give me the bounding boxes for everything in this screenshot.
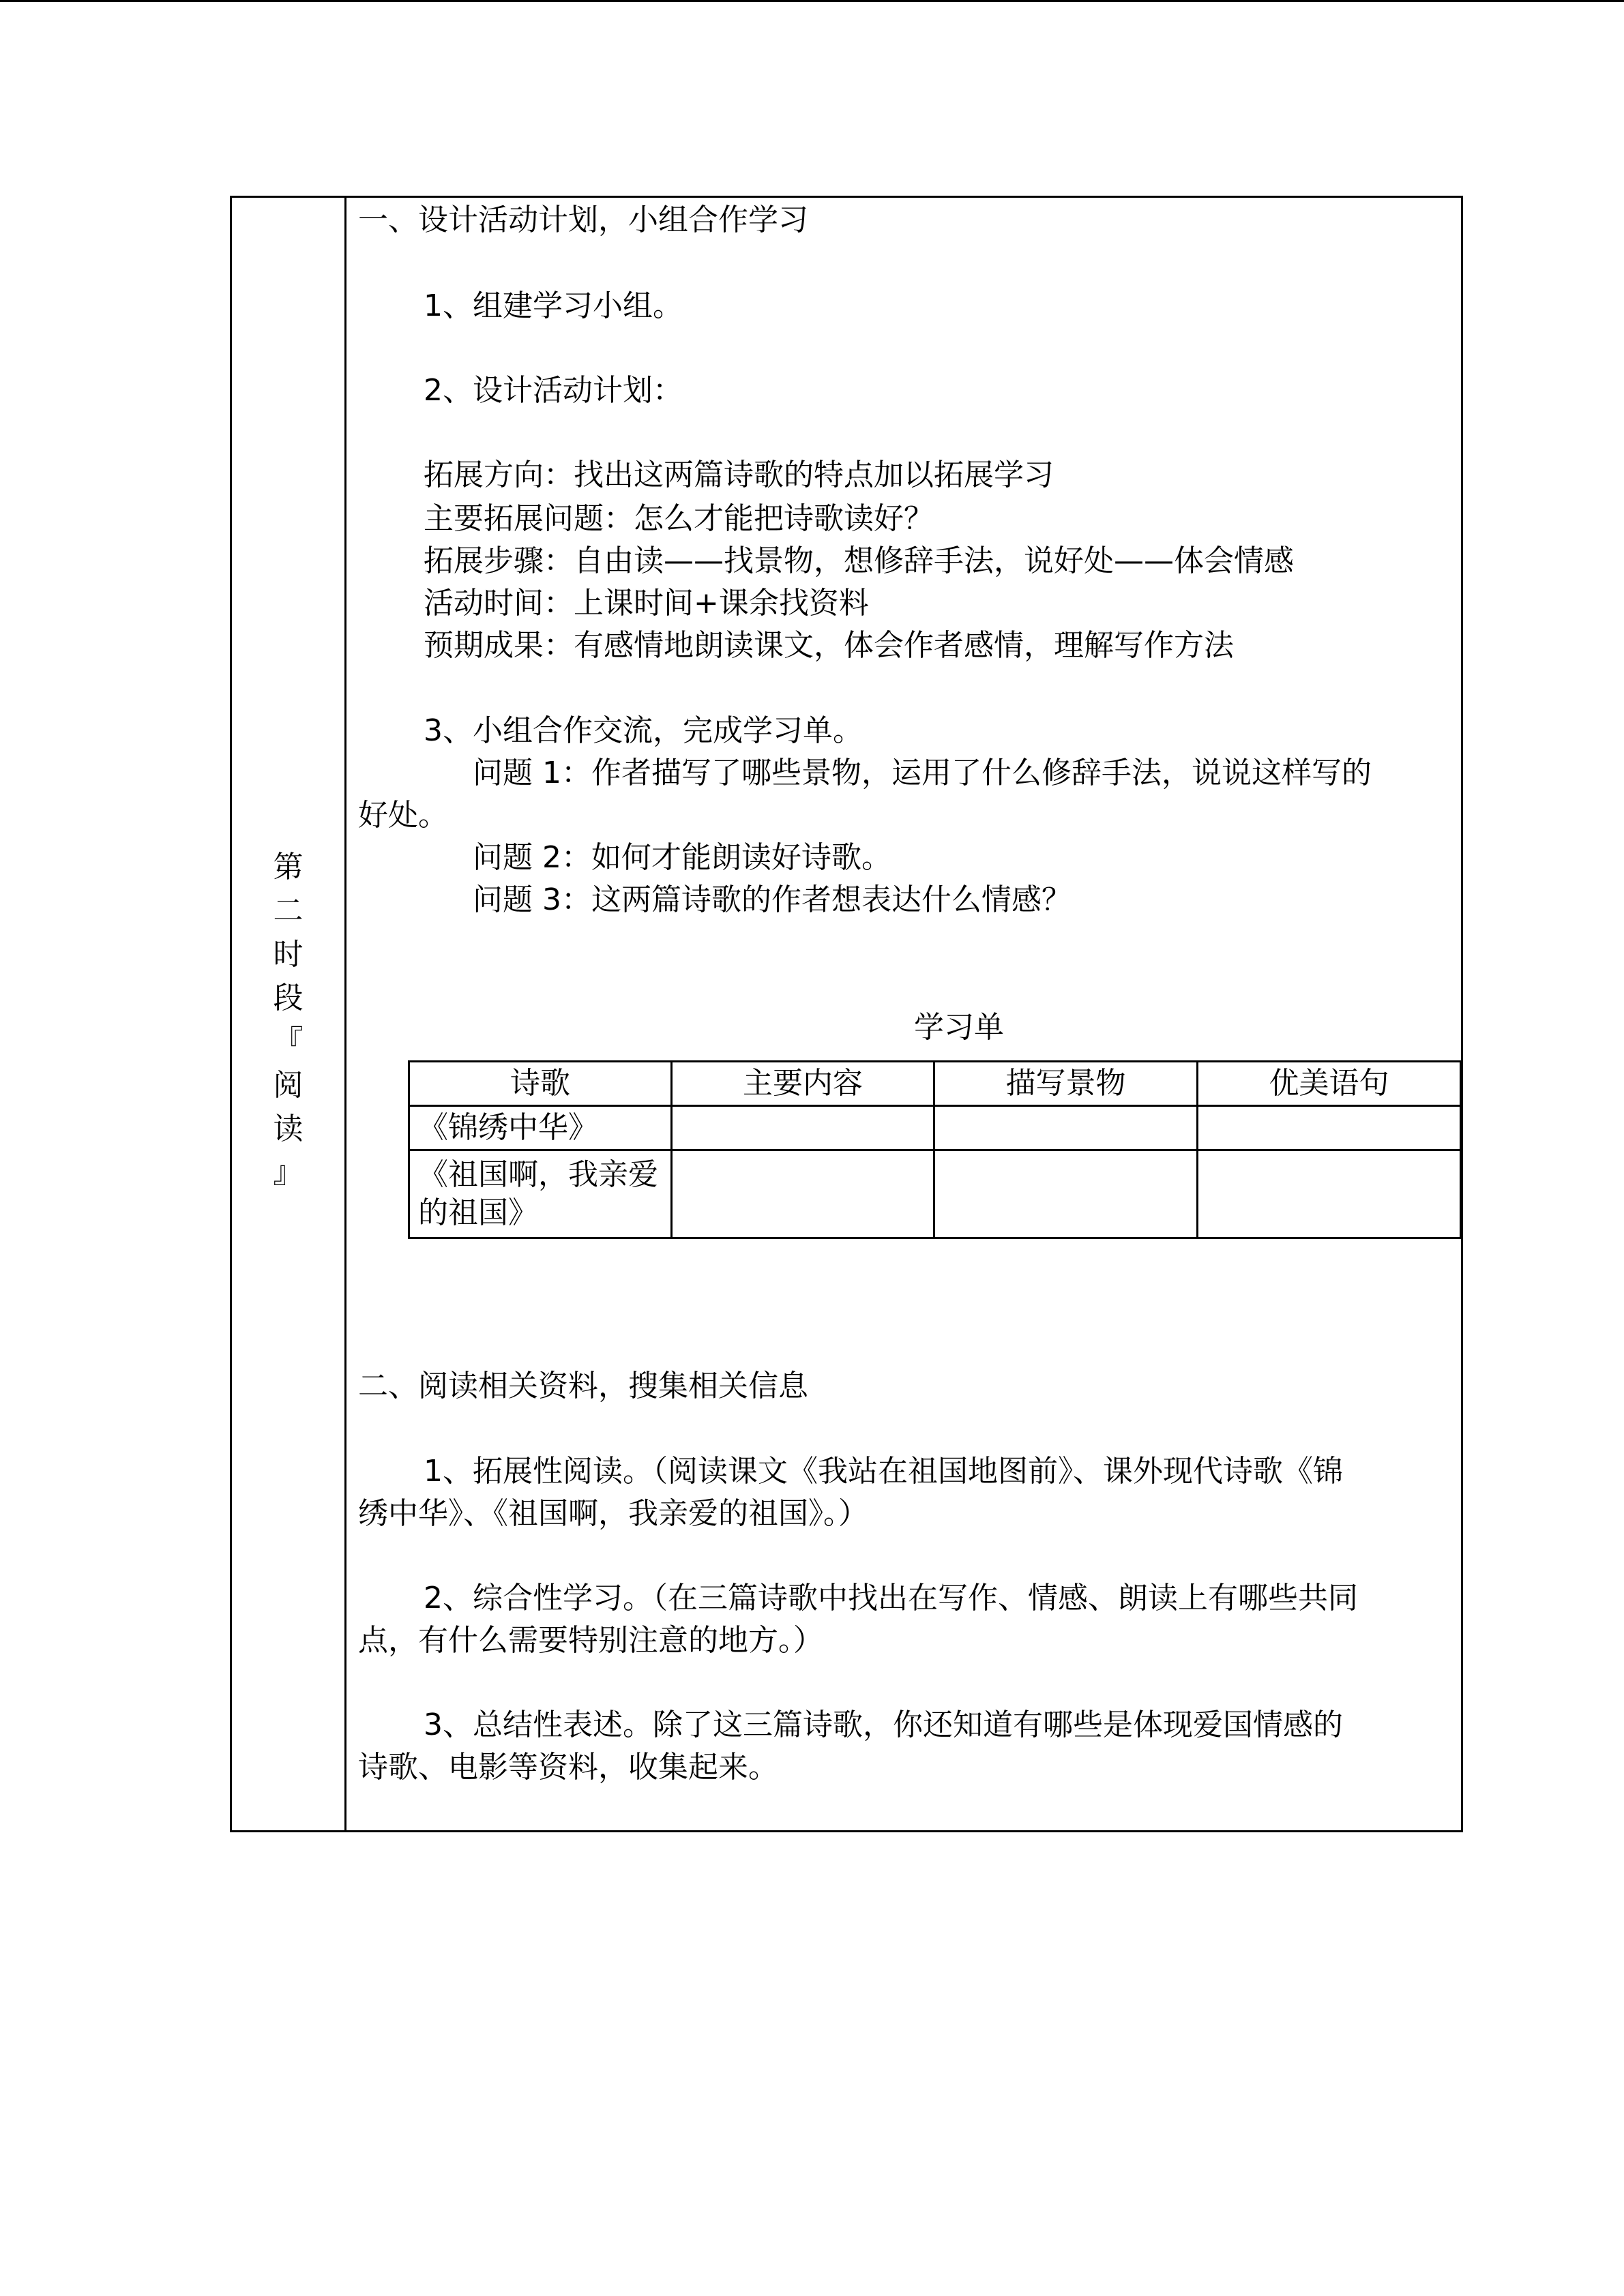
section2-item3-line1: 3、总结性表述。除了这三篇诗歌，你还知道有哪些是体现爱国情感的 [424,1708,1343,1742]
period-label-char: 二 [273,893,304,928]
worksheet-row [409,1150,1461,1238]
header-cell: 优美语句 [1198,1062,1461,1106]
sentence-cell [1198,1106,1461,1150]
section2-item2-line2: 点，有什么需要特别注意的地方。） [358,1623,823,1658]
section1-item3: 3、小组合作交流，完成学习单。 [424,713,863,748]
section2-item1-line2: 绣中华》、《祖国啊，我亲爱的祖国》。） [358,1496,868,1531]
content-cell [672,1106,934,1150]
plan-outcome: 预期成果：有感情地朗读课文，体会作者感情，理解写作方法 [424,628,1234,663]
worksheet-table [408,1060,1462,1239]
section1-heading: 一、设计活动计划，小组合作学习 [358,203,808,237]
poem-cell: 《锦绣中华》 [409,1106,672,1150]
question1-line1: 问题 1：作者描写了哪些景物，运用了什么修辞手法，说说这样写的 [473,756,1372,790]
plan-time: 活动时间：上课时间+课余找资料 [424,586,869,621]
section1-item2: 2、设计活动计划： [424,373,683,408]
period-label-char: 读 [273,1112,304,1146]
worksheet-row [409,1106,1461,1150]
section1-item1: 1、组建学习小组。 [424,288,683,323]
period-label-char: 』 [273,1155,304,1190]
period-label-char: 段 [273,981,304,1015]
plan-steps: 拓展步骤：自由读——找景物，想修辞手法，说好处——体会情感 [424,543,1294,578]
worksheet-title: 学习单 [914,1010,1004,1045]
section2-item2-line1: 2、综合性学习。（在三篇诗歌中找出在写作、情感、朗读上有哪些共同 [424,1581,1358,1615]
period-label [232,846,344,1195]
period-label-char: 第 [273,850,304,884]
header-cell: 主要内容 [672,1062,934,1106]
question1-line2: 好处。 [358,798,448,833]
content-cell [672,1150,934,1238]
scenery-cell [934,1106,1198,1150]
top-border-line [0,0,1624,2]
section2-item1-line1: 1、拓展性阅读。（阅读课文《我站在祖国地图前》、课外现代诗歌《锦 [424,1454,1343,1489]
column-divider [344,198,346,1830]
question2: 问题 2：如何才能朗读好诗歌。 [473,840,891,875]
plan-direction: 拓展方向：找出这两篇诗歌的特点加以拓展学习 [424,458,1054,492]
period-label-char: 时 [273,937,304,972]
section2-heading: 二、阅读相关资料，搜集相关信息 [358,1369,808,1403]
period-label-char: 阅 [273,1068,304,1103]
period-label-char: 『 [273,1024,304,1059]
scenery-cell [934,1150,1198,1238]
worksheet-header-row [409,1062,1461,1106]
sentence-cell [1198,1150,1461,1238]
header-cell: 描写景物 [934,1062,1198,1106]
plan-question: 主要拓展问题：怎么才能把诗歌读好？ [424,501,934,536]
question3: 问题 3：这两篇诗歌的作者想表达什么情感？ [473,882,1072,917]
header-cell: 诗歌 [409,1062,672,1106]
section2-item3-line2: 诗歌、电影等资料，收集起来。 [358,1750,778,1785]
poem-cell: 《祖国啊，我亲爱的祖国》 [409,1150,672,1238]
